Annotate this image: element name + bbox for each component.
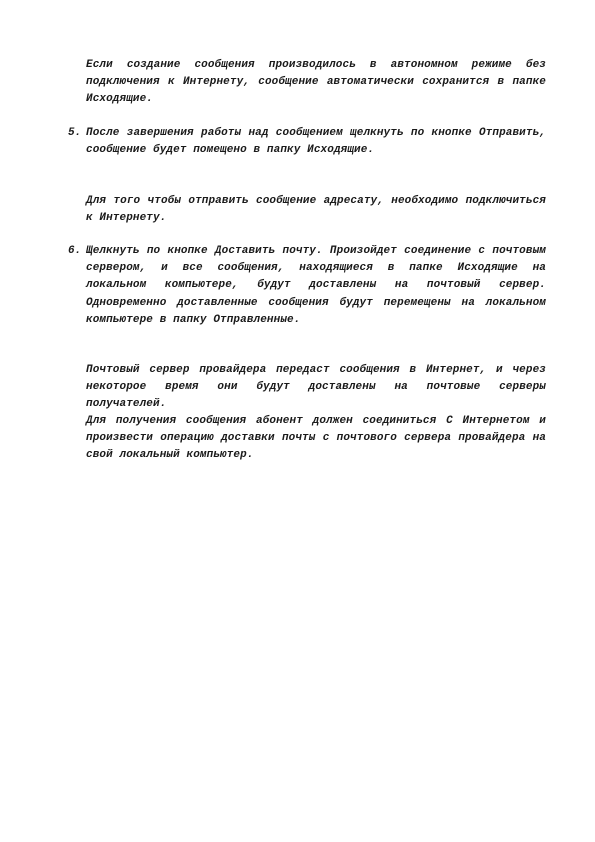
paragraph-step-5-send: После завершения работы над сообщением щелкнуть по кнопке Отправить, сообщение будет помещено в папку Исходящие. xyxy=(86,127,546,157)
step-number-6: 6. xyxy=(68,245,82,257)
paragraph-offline-saving: Если создание сообщения производилось в автономном режиме без подключения к Интернету, сообщение автоматически сохранится в папке Исходящие. xyxy=(86,59,546,106)
paragraph-receive-messages: Для получения сообщения абонент должен соединиться С Интернетом и произвести операцию доставки почты с почтового сервера провайдера на свой локальный компьютер. xyxy=(86,415,546,462)
step-number-5: 5. xyxy=(68,127,82,139)
paragraph-connect-internet: Для того чтобы отправить сообщение адресату, необходимо подключиться к Интернету. xyxy=(86,195,546,225)
paragraph-provider-server: Почтовый сервер провайдера передаст сообщения в Интернет, и через некоторое время они будут доставлены на почтовые серверы получателей. xyxy=(86,364,546,411)
paragraph-step-6-deliver: Щелкнуть по кнопке Доставить почту. Произойдет соединение с почтовым сервером, и все сообщения, находящиеся в папке Исходящие на локальном компьютере, будут доставлены на почтовый сервер. Одновременно доставленные сообщения будут перемещены на локальном компьютере в папку Отправленные. xyxy=(86,245,546,326)
